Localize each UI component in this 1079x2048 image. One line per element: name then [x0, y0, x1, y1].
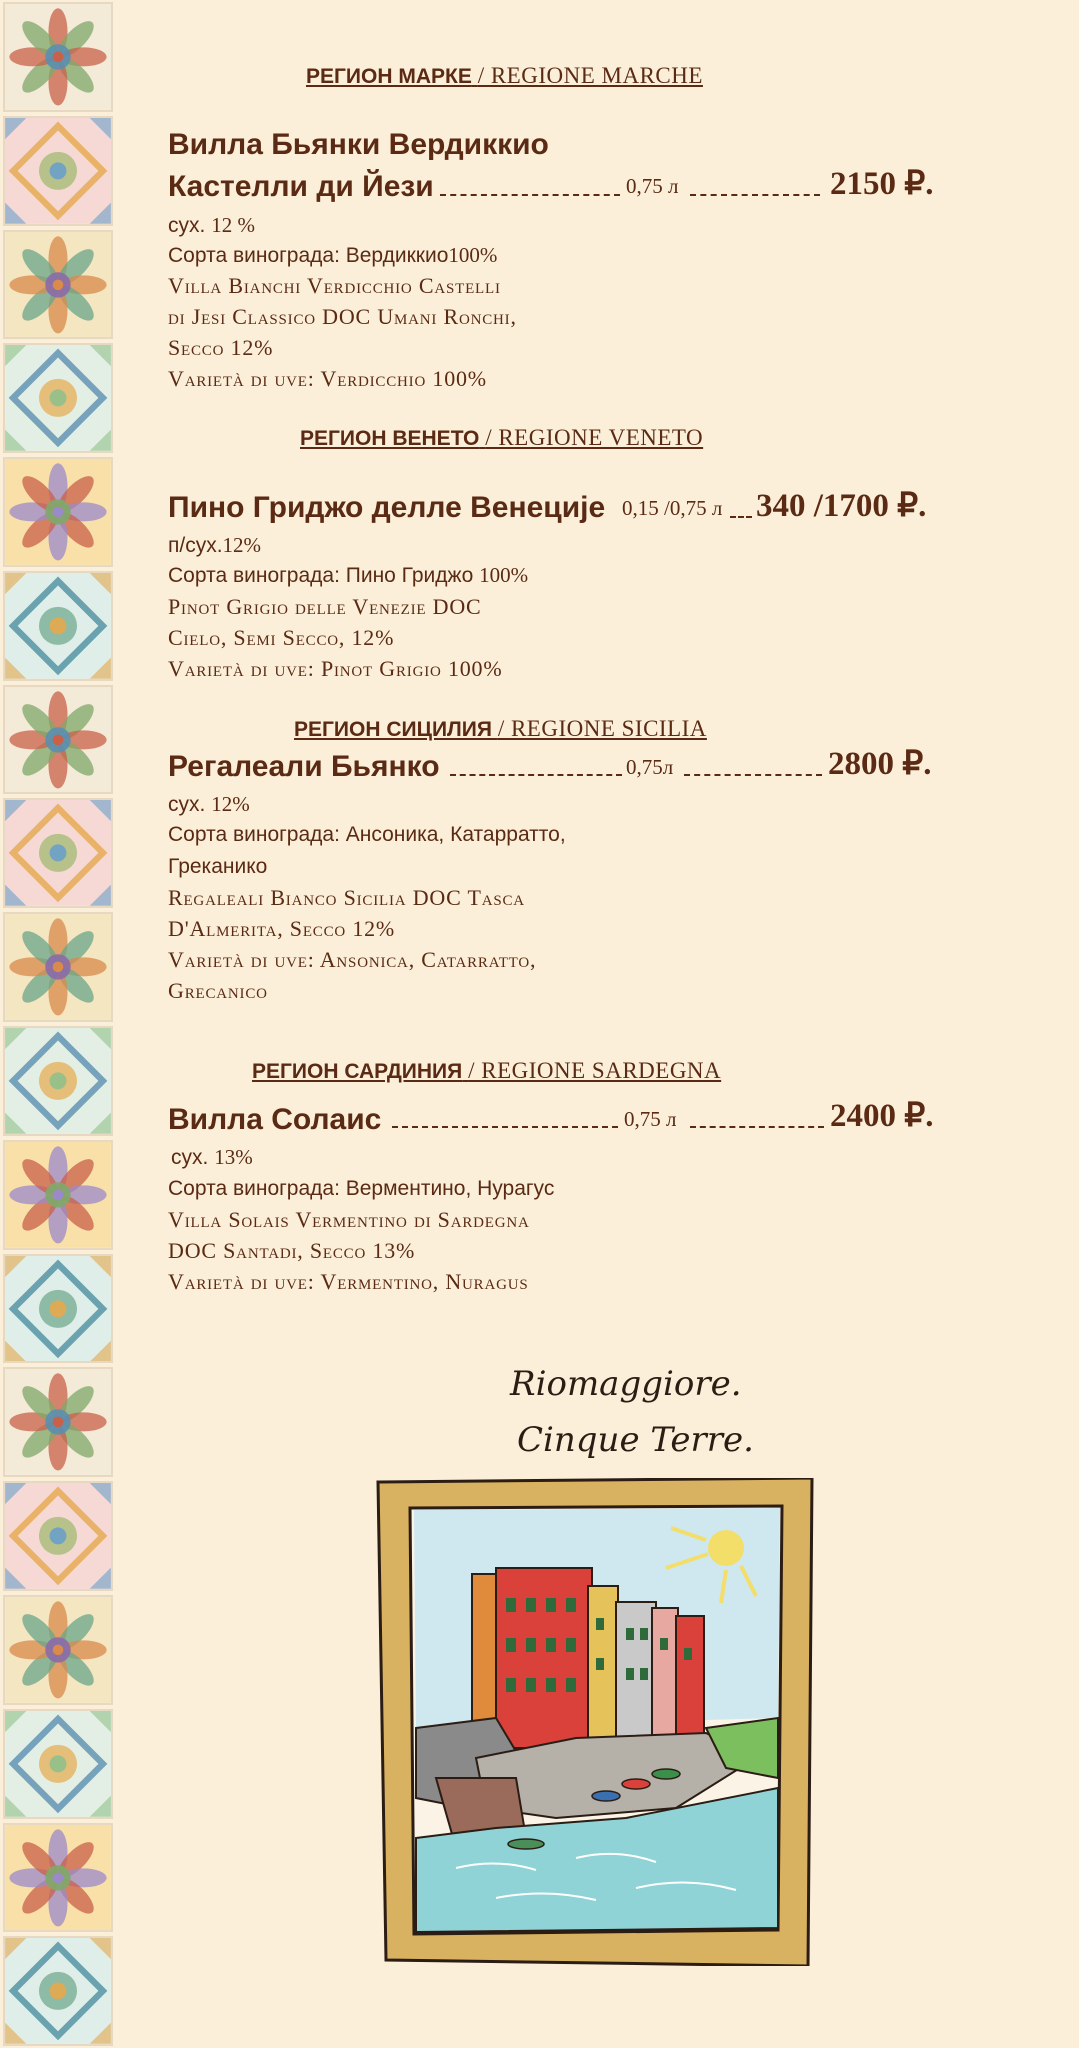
wine-grapes: Сорта винограда: Ансоника, Катарратто,: [168, 823, 566, 846]
wine-grapes-cont: Греканико: [168, 855, 268, 878]
leader-dots: [730, 516, 752, 518]
wine-price: 2800 ₽.: [828, 746, 932, 782]
leader-dots: [690, 1126, 824, 1128]
caption-line1: Riomaggiore.: [510, 1364, 742, 1404]
wine-style: сух. 12%: [168, 792, 250, 816]
wine-price: 2150 ₽.: [830, 166, 934, 202]
wine-italian-line: Secco 12%: [168, 335, 274, 360]
wine-italian-line: Cielo, Semi Secco, 12%: [168, 625, 395, 650]
wine-style: сух. 13%: [171, 1145, 253, 1169]
wine-italian-line: Varietà di uve: Ansonica, Catarratto,: [168, 947, 537, 972]
wine-name-line1: Пино Гриджо делле Венеције: [168, 491, 606, 524]
wine-volume: 0,15 /0,75 л: [622, 496, 723, 520]
leader-dots: [684, 774, 822, 776]
wine-italian-line: Villa Bianchi Verdicchio Castelli: [168, 273, 501, 298]
wine-name-line1: Регалеали Бьянко: [168, 750, 440, 783]
region-heading-sicilia: РЕГИОН СИЦИЛИЯ / REGIONE SICILIA: [294, 716, 707, 741]
wine-italian-line: di Jesi Classico DOC Umani Ronchi,: [168, 304, 517, 329]
region-ru: РЕГИОН МАРКЕ: [306, 65, 472, 88]
region-it: / REGIONE MARCHE: [477, 63, 703, 88]
wine-italian-line: DOC Santadi, Secco 13%: [168, 1238, 416, 1263]
wine-italian-line: Regaleali Bianco Sicilia DOC Tasca: [168, 885, 525, 910]
wine-style: сух. 12 %: [168, 213, 255, 237]
wine-grapes: Сорта винограда: Верментино, Нурагус: [168, 1177, 555, 1200]
region-heading-veneto: РЕГИОН ВЕНЕТО / REGIONE VENETO: [300, 425, 704, 450]
leader-dots: [392, 1126, 618, 1128]
wine-name-line1: Вилла Бьянки Вердиккио: [168, 128, 549, 161]
leader-dots: [690, 194, 820, 196]
caption-line2: Cinque Terre.: [517, 1420, 754, 1460]
wine-italian-line: Pinot Grigio delle Venezie DOC: [168, 594, 482, 619]
wine-price: 2400 ₽.: [830, 1098, 934, 1134]
wine-name-line2: Кастелли ди Йези: [168, 170, 434, 203]
wine-price: 340 /1700 ₽.: [756, 488, 927, 524]
wine-italian-line: Villa Solais Vermentino di Sardegna: [168, 1207, 530, 1232]
wine-grapes: Сорта винограда: Вердиккио100%: [168, 243, 498, 267]
wine-italian-line: Grecanico: [168, 978, 268, 1003]
wine-volume: 0,75 л: [626, 174, 679, 198]
wine-italian-line: Varietà di uve: Vermentino, Nuragus: [168, 1269, 529, 1294]
wine-style: п/сух.12%: [168, 533, 262, 557]
wine-name-line1: Вилла Солаис: [168, 1103, 382, 1136]
wine-italian-line: Varietà di uve: Verdicchio 100%: [168, 366, 487, 391]
region-heading-sardegna: РЕГИОН САРДИНИЯ / REGIONE SARDEGNA: [252, 1058, 722, 1083]
wine-grapes: Сорта винограда: Пино Гриджо 100%: [168, 563, 529, 587]
wine-italian-line: Varietà di uve: Pinot Grigio 100%: [168, 656, 503, 681]
riomaggiore-illustration: [376, 1478, 814, 1966]
wine-volume: 0,75 л: [624, 1107, 677, 1131]
wine-italian-line: D'Almerita, Secco 12%: [168, 916, 396, 941]
leader-dots: [440, 194, 620, 196]
region-heading-marche: [306, 63, 703, 89]
wine-volume: 0,75л: [626, 755, 674, 779]
leader-dots: [450, 774, 622, 776]
